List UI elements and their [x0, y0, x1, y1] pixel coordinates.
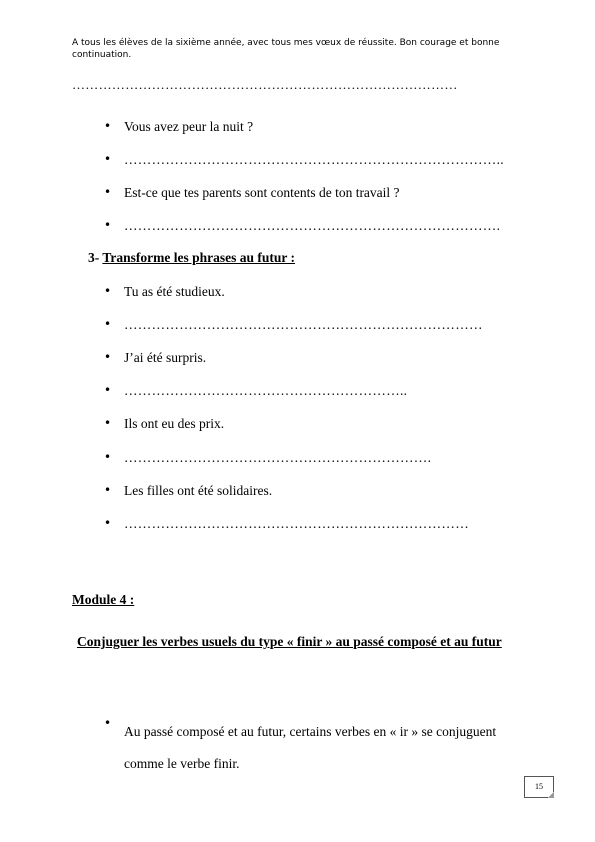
list-item-text: Est-ce que tes parents sont contents de ton travail ?	[124, 185, 400, 200]
answer-line: ……………………………………………………………………….	[124, 218, 501, 233]
answer-line: …………………………………………………………………	[124, 516, 469, 531]
bullet-icon: •	[104, 350, 112, 364]
list-item-text: Ils ont eu des prix.	[124, 416, 225, 431]
bullet-icon: •	[104, 317, 112, 331]
answer-line: ……………………………………………………..	[124, 383, 408, 398]
bullet-icon: •	[104, 218, 112, 232]
bullet-icon: •	[104, 450, 112, 464]
bullet-icon: •	[104, 119, 112, 133]
page-number: 15	[524, 776, 554, 798]
module-paragraph: Au passé composé et au futur, certains verbes en « ir » se conjuguent comme le verbe finir.	[124, 724, 497, 771]
list-item-text: Vous avez peur la nuit ?	[124, 119, 254, 134]
bullet-icon: •	[104, 483, 112, 497]
answer-line: ………………………………………………………………………..	[124, 152, 504, 167]
module-title: Module 4 :	[72, 592, 135, 607]
dotted-rule: ……………………………………………………………………………	[72, 77, 458, 92]
bullet-icon: •	[104, 185, 112, 199]
bullet-icon: •	[104, 516, 112, 530]
list-item-text: Les filles ont été solidaires.	[124, 483, 273, 498]
dedication-text: A tous les élèves de la sixième année, avec tous mes vœux de réussite. Bon courage et bonne continuation.	[72, 38, 500, 60]
bullet-icon: •	[104, 416, 112, 430]
bullet-icon: •	[104, 284, 112, 298]
answer-line: ………………………………………………………….	[124, 450, 432, 465]
module-subtitle: Conjuguer les verbes usuels du type « finir » au passé composé et au futur	[77, 634, 502, 649]
section-title	[88, 250, 295, 266]
list-item-text: Tu as été studieux.	[124, 284, 225, 299]
bullet-icon: •	[104, 152, 112, 166]
answer-line: ……………………………………………………………………	[124, 317, 483, 332]
bullet-icon: •	[104, 383, 112, 397]
section-number: 3-	[88, 250, 100, 265]
section-title-text: Transforme les phrases au futur :	[102, 250, 296, 265]
bullet-icon: •	[104, 716, 112, 730]
list-item-text: J’ai été surpris.	[124, 350, 207, 365]
